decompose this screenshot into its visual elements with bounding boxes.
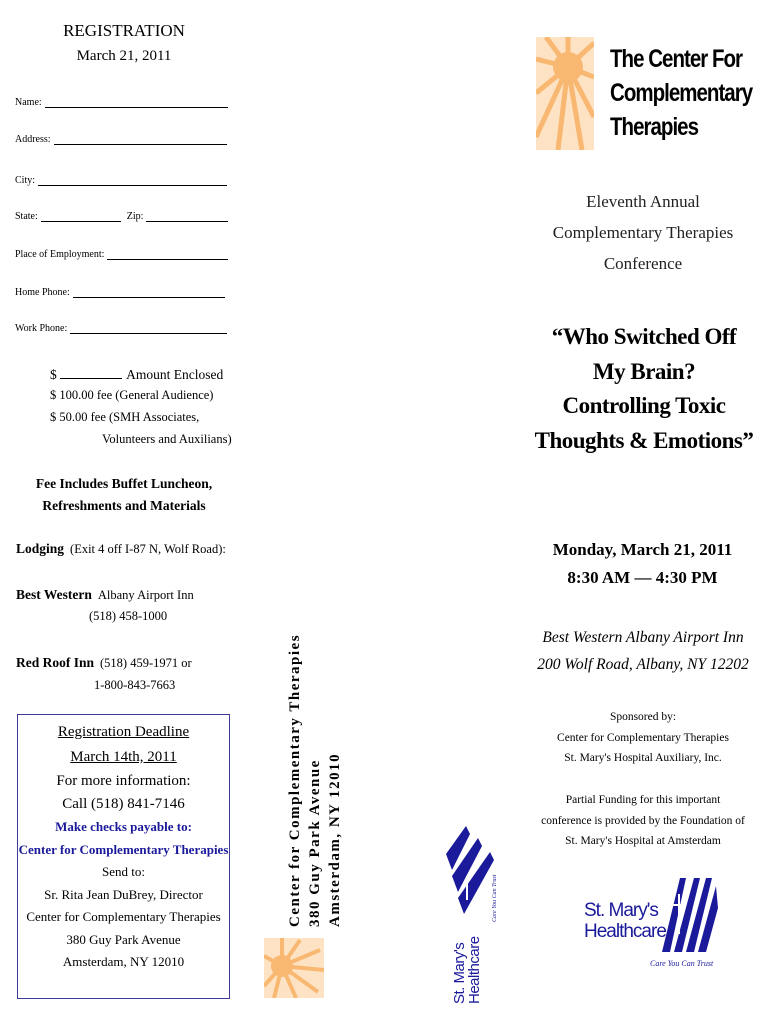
lodging: [16, 541, 226, 557]
deadline-street: 380 Guy Park Avenue: [66, 931, 181, 947]
home-phone-label: Home Phone:: [15, 287, 70, 298]
funding-line1: Partial Funding for this important: [565, 794, 721, 806]
center-title-line2: Complementary: [610, 79, 753, 107]
amount-label: Amount Enclosed: [126, 367, 224, 382]
home-phone-line[interactable]: [73, 286, 225, 298]
sponsors: [540, 707, 746, 769]
amount-dollar: $: [50, 367, 57, 382]
mailer-address: [264, 557, 343, 927]
lodging-label: Lodging: [16, 541, 65, 556]
event-line2: Complementary Therapies: [552, 223, 734, 242]
name-line[interactable]: [45, 96, 228, 108]
address-label: Address:: [15, 134, 51, 145]
conference-title: [530, 320, 758, 458]
event-line3: Conference: [603, 254, 683, 273]
sun-logo-small: [264, 938, 324, 998]
event-date: Monday, March 21, 2011: [552, 540, 733, 559]
best-western: [16, 587, 194, 603]
stmarys-tagline: Care You Can Trust: [650, 959, 714, 968]
best-western-phone: (518) 458-1000: [89, 609, 168, 623]
checks-payable: Make checks payable to:: [55, 819, 192, 834]
stmarys-rot-name1: St. Mary's: [451, 942, 468, 1004]
event-datetime: [540, 536, 745, 592]
sun-logo-large: [536, 37, 594, 150]
sponsor-1: Center for Complementary Therapies: [557, 731, 729, 744]
fee-includes-line2: Refreshments and Materials: [42, 498, 206, 513]
employment-label: Place of Employment:: [15, 249, 105, 260]
fee-general: $ 100.00 fee (General Audience): [50, 388, 214, 402]
state-line[interactable]: [41, 210, 121, 222]
quote-line4: Thoughts & Emotions”: [534, 427, 754, 453]
funding-line3: St. Mary's Hospital at Amsterdam: [565, 835, 721, 847]
mailer-line2: 380 Guy Park Avenue: [307, 759, 323, 927]
fee-smh: $ 50.00 fee (SMH Associates,: [50, 410, 200, 424]
event-name: [548, 186, 738, 279]
state-zip-field[interactable]: [15, 210, 228, 222]
state-label: State:: [15, 211, 38, 222]
stmarys-rot-name2: Healthcare: [466, 936, 483, 1004]
funding-note: [540, 790, 746, 852]
work-phone-field[interactable]: [15, 322, 227, 334]
send-to: Send to:: [102, 864, 145, 879]
deadline-org: Center for Complementary Therapies: [26, 909, 221, 924]
best-western-name: Albany Airport Inn: [97, 588, 194, 602]
call-number: Call (518) 841-7146: [62, 796, 185, 812]
center-title-line1: The Center For: [610, 45, 743, 73]
mailer-line3: Amsterdam, NY 12010: [327, 752, 343, 927]
event-time: 8:30 AM — 4:30 PM: [567, 568, 718, 587]
registration-title: REGISTRATION: [63, 21, 185, 40]
address-field[interactable]: [15, 133, 227, 145]
payee: Center for Complementary Therapies: [18, 841, 229, 857]
red-roof-phone: (518) 459-1971 or: [100, 656, 192, 670]
work-phone-line[interactable]: [70, 322, 227, 334]
amount-enclosed[interactable]: [50, 364, 223, 386]
fee-smh-cont: Volunteers and Auxilians): [102, 432, 232, 446]
director: Sr. Rita Jean DuBrey, Director: [44, 886, 203, 902]
name-field[interactable]: [15, 96, 228, 108]
name-label: Name:: [15, 97, 42, 108]
center-title-line3: Therapies: [610, 113, 698, 141]
work-phone-label: Work Phone:: [15, 323, 68, 334]
mailer-line1: Center for Complementary Therapies: [287, 633, 303, 927]
zip-label: Zip:: [126, 211, 144, 222]
zip-line[interactable]: [146, 210, 228, 222]
city-line[interactable]: [38, 174, 227, 186]
event-line1: Eleventh Annual: [586, 192, 700, 211]
event-venue: [536, 624, 750, 678]
red-roof: [16, 655, 192, 671]
funding-line2: conference is provided by the Foundation of: [541, 814, 745, 827]
more-info: For more information:: [56, 773, 191, 789]
stmarys-logo-large: [582, 872, 742, 972]
stmarys-rot-tagline: Care You Can Trust: [492, 874, 498, 922]
deadline-date: March 14th, 2011: [70, 749, 177, 765]
fee-includes-line1: Fee Includes Buffet Luncheon,: [35, 476, 213, 491]
red-roof-label: Red Roof Inn: [16, 655, 95, 670]
quote-line1: “Who Switched Off: [551, 324, 737, 349]
lodging-detail: (Exit 4 off I-87 N, Wolf Road):: [70, 542, 226, 556]
center-title: [610, 42, 752, 144]
best-western-label: Best Western: [16, 587, 92, 602]
registration-date: March 21, 2011: [76, 48, 172, 64]
deadline-box: [17, 714, 230, 999]
venue-line2: 200 Wolf Road, Albany, NY 12202: [537, 656, 749, 673]
city-field[interactable]: [15, 174, 227, 186]
stmarys-name1: St. Mary's: [584, 900, 658, 921]
employment-field[interactable]: [15, 248, 228, 260]
sponsor-2: St. Mary's Hospital Auxiliary, Inc.: [564, 752, 722, 764]
venue-line1: Best Western Albany Airport Inn: [542, 629, 744, 646]
amount-line[interactable]: [60, 366, 122, 379]
quote-line2: My Brain?: [592, 358, 696, 384]
stmarys-logo-rotated: [440, 826, 500, 1006]
home-phone-field[interactable]: [15, 286, 225, 298]
fee-includes: [20, 473, 228, 517]
deadline-city: Amsterdam, NY 12010: [62, 954, 185, 969]
quote-line3: Controlling Toxic: [562, 393, 726, 418]
stmarys-name2: Healthcare: [584, 921, 666, 942]
employment-line[interactable]: [107, 248, 228, 260]
deadline-title: Registration Deadline: [57, 724, 190, 740]
red-roof-phone2: 1-800-843-7663: [94, 678, 176, 692]
city-label: City:: [15, 175, 36, 186]
sponsored-by: Sponsored by:: [609, 711, 677, 723]
address-line[interactable]: [54, 133, 227, 145]
